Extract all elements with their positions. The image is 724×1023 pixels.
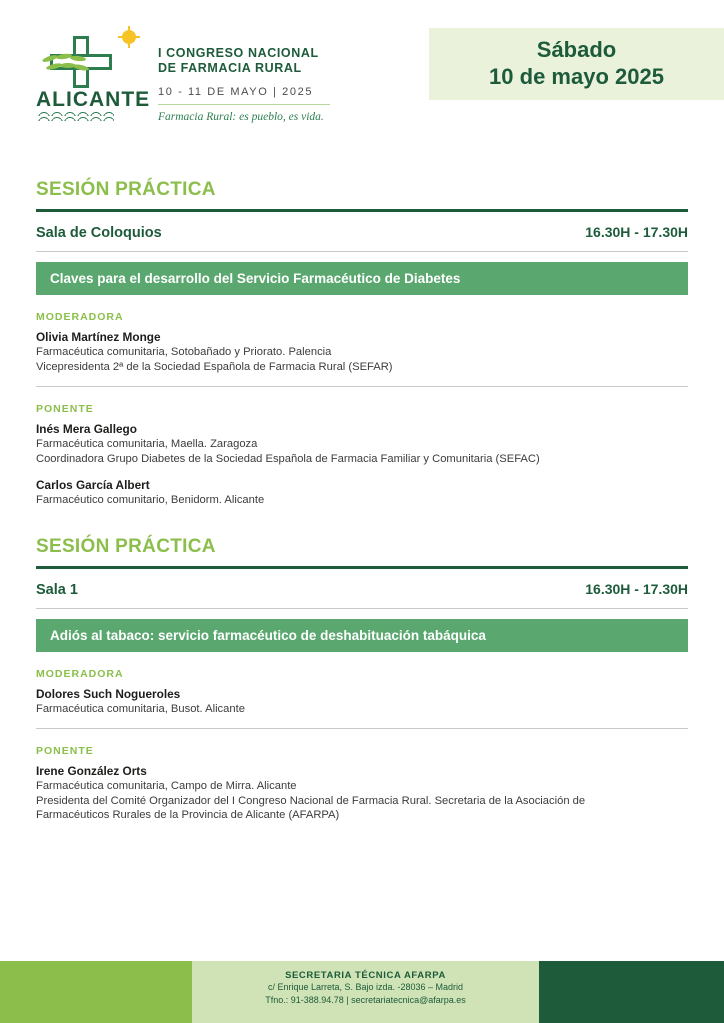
footer-left-block xyxy=(0,961,192,1023)
congress-title-line1: I CONGRESO NACIONAL xyxy=(158,46,319,60)
person-detail: Farmacéutica comunitaria, Sotobañado y Priorato. Palencia xyxy=(36,346,332,358)
date-banner xyxy=(429,28,724,100)
moderator-label: MODERADORA xyxy=(36,667,124,680)
page-header xyxy=(0,0,724,145)
person-detail: Farmacéutico comunitario, Benidorm. Alicante xyxy=(36,494,265,506)
room-name: Sala 1 xyxy=(36,581,78,598)
footer-contact: Tfno.: 91-388.94.78 | secretariatecnica@afarpa.es xyxy=(265,995,466,1005)
room-time: 16.30H - 17.30H xyxy=(585,580,688,597)
person-name: Dolores Such Nogueroles xyxy=(36,686,181,701)
congress-slogan: Farmacia Rural: es pueblo, es vida. xyxy=(158,111,324,123)
congress-titles xyxy=(158,28,330,123)
room-row xyxy=(36,581,688,609)
talk-title-bar: Adiós al tabaco: servicio farmacéutico de deshabituación tabáquica xyxy=(36,619,688,652)
person-detail: Farmacéutica comunitaria, Maella. Zaragoza xyxy=(36,438,258,450)
sun-icon xyxy=(122,30,136,44)
congress-title-line2: DE FARMACIA RURAL xyxy=(158,61,302,75)
divider xyxy=(36,386,688,387)
footer-right-block xyxy=(539,961,724,1023)
logo-mark xyxy=(36,28,151,124)
room-name: Sala de Coloquios xyxy=(36,225,162,241)
person-entry xyxy=(36,764,688,823)
logo-city-label: ALICANTE xyxy=(36,88,151,111)
talk-title-bar: Claves para el desarrollo del Servicio Farmacéutico de Diabetes xyxy=(36,262,688,295)
speaker-label: PONENTE xyxy=(36,745,94,757)
person-detail: Farmacéuticos Rurales de la Provincia de Alicante (AFARPA) xyxy=(36,809,340,821)
footer-title: SECRETARIA TÉCNICA AFARPA xyxy=(285,970,446,981)
moderator-label: MODERADORA xyxy=(36,311,124,323)
date-full: 10 de mayo 2025 xyxy=(489,64,664,89)
person-name: Carlos García Albert xyxy=(36,478,150,492)
person-entry xyxy=(36,422,688,466)
waves-icon xyxy=(38,112,114,124)
room-row xyxy=(36,224,688,252)
divider xyxy=(36,728,688,729)
congress-logo xyxy=(36,28,330,124)
program-content xyxy=(0,179,724,823)
speaker-label: PONENTE xyxy=(36,403,94,415)
person-entry xyxy=(36,330,688,374)
person-detail: Coordinadora Grupo Diabetes de la Sociedad Española de Farmacia Familiar y Comunitaria (SEFAC) xyxy=(36,452,540,465)
person-detail: Farmacéutica comunitaria, Busot. Alicante xyxy=(36,702,245,715)
person-detail: Vicepresidenta 2ª de la Sociedad Española de Farmacia Rural (SEFAR) xyxy=(36,360,393,373)
person-name: Irene González Orts xyxy=(36,764,147,778)
room-time: 16.30H - 17.30H xyxy=(585,224,688,240)
wheat-icon xyxy=(40,54,94,80)
page-footer xyxy=(0,961,724,1023)
section-title: SESIÓN PRÁCTICA xyxy=(36,536,688,569)
person-entry xyxy=(36,687,688,717)
person-name: Olivia Martínez Monge xyxy=(36,330,161,344)
footer-info xyxy=(192,961,539,1023)
footer-address: c/ Enrique Larreta, S. Bajo izda. -28036 – Madrid xyxy=(267,982,464,992)
program-section xyxy=(36,179,688,508)
date-weekday: Sábado xyxy=(536,37,617,62)
person-name: Inés Mera Gallego xyxy=(36,422,137,436)
congress-dates: 10 - 11 DE MAYO | 2025 xyxy=(158,86,330,105)
person-entry xyxy=(36,478,688,508)
section-title: SESIÓN PRÁCTICA xyxy=(36,179,688,212)
program-section xyxy=(36,536,688,823)
person-detail: Farmacéutica comunitaria, Campo de Mirra. Alicante xyxy=(36,780,297,792)
person-detail: Presidenta del Comité Organizador del I Congreso Nacional de Farmacia Rural. Secretaria de la Asociación de xyxy=(36,794,586,807)
